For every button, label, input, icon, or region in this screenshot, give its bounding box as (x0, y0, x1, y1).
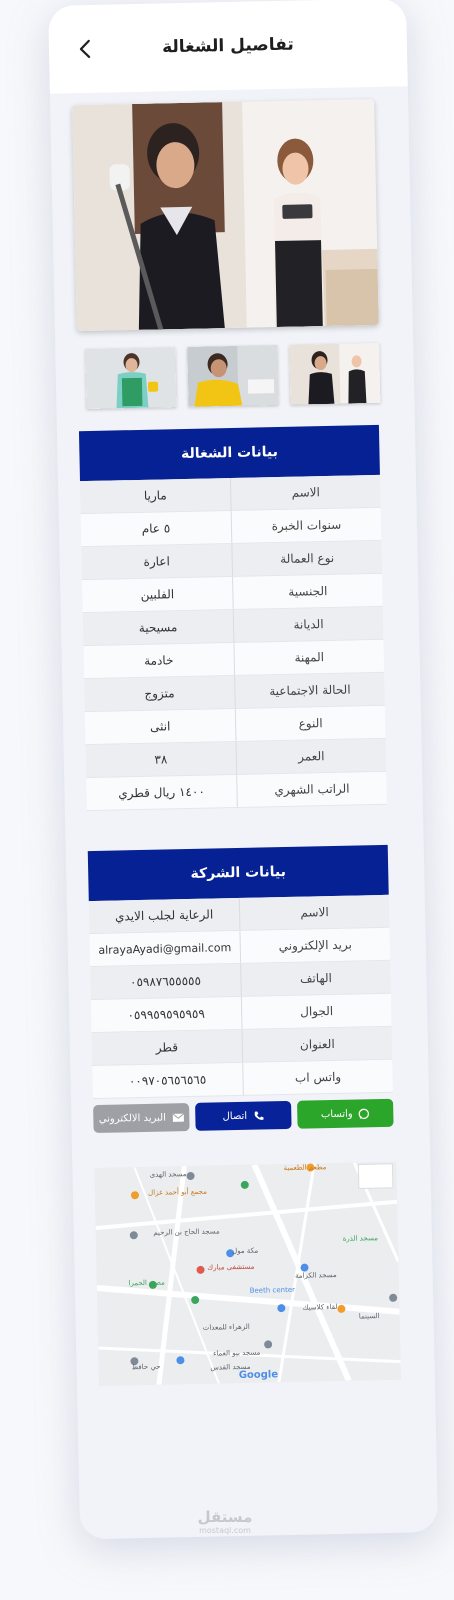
row-label: النوع (235, 706, 386, 741)
whatsapp-label: واتساب (320, 1108, 353, 1120)
map-label: مسجد بيو العماء (212, 1348, 261, 1358)
map-label: مسجد الهدى (149, 1170, 187, 1179)
main-worker-photo[interactable] (72, 99, 379, 331)
map-label: الزهراء للمعدات (202, 1322, 250, 1332)
phone-value[interactable]: ٠٥٩٨٧٦٥٥٥٥٥ (129, 973, 202, 990)
row-label: الاسم (230, 475, 381, 510)
row-value: ٣٨ (154, 752, 168, 767)
row-label: نوع العمالة (231, 541, 382, 576)
worker-rows (80, 475, 387, 811)
email-button[interactable] (93, 1103, 190, 1133)
row-value: قطر (155, 1040, 179, 1055)
phone-icon (253, 1110, 264, 1121)
page-title: تفاصيل الشغالة (161, 34, 294, 58)
row-value: ماريا (143, 488, 167, 503)
call-button[interactable] (195, 1101, 292, 1131)
email-label: البريد الالكتروني (98, 1112, 167, 1125)
email-value[interactable]: alrayaAyadi@gmail.com (98, 940, 232, 957)
row-label: بريد الإلكتروني (239, 928, 390, 963)
map-label: مطعم الطعمية (283, 1163, 327, 1173)
back-button[interactable] (71, 35, 100, 64)
watermark-domain: mostaql.com (199, 1526, 251, 1535)
envelope-icon (172, 1113, 184, 1122)
row-value: اعارة (143, 554, 170, 569)
whatsapp-icon (359, 1108, 370, 1119)
map-label: مجمع أبو أحمد غزال (148, 1187, 207, 1197)
map-label: لقاء كلاسيك (302, 1302, 338, 1312)
map-label: حي حافظ (131, 1362, 161, 1372)
map-label: مكة مول (232, 1246, 259, 1256)
row-value: ٥ عام (141, 521, 171, 536)
action-buttons (93, 1099, 394, 1133)
thumbnail-2[interactable] (187, 345, 278, 407)
map-label: السينما (358, 1312, 380, 1321)
top-app-bar (48, 0, 408, 94)
location-map[interactable] (94, 1162, 400, 1386)
mobile-value[interactable]: ٠٥٩٩٥٩٥٩٥٩٥٩ (127, 1006, 206, 1023)
worker-section-title: بيانات الشغالة (79, 425, 380, 481)
row-label: الجنسية (232, 574, 383, 609)
row-value: ١٤٠٠ ريال قطري (118, 784, 205, 801)
map-label: مصنع الحمرا (128, 1278, 165, 1288)
table-row (92, 1060, 393, 1099)
whatsapp-button[interactable] (297, 1099, 394, 1129)
company-details-table (88, 845, 393, 1099)
row-value: الرعاية لجلب الايدي (114, 907, 214, 924)
call-label: اتصال (222, 1110, 248, 1122)
google-logo: Google (238, 1369, 279, 1382)
chevron-left-icon (78, 39, 92, 59)
row-label: الحالة الاجتماعية (234, 673, 385, 708)
row-label: المهنة (233, 640, 384, 675)
row-value: مسيحية (138, 620, 178, 635)
map-label: مستشفى مبارك (207, 1262, 255, 1272)
mostaql-watermark (195, 1508, 255, 1535)
map-label: مسجد الكرامة (294, 1270, 337, 1280)
company-rows (89, 895, 393, 1099)
row-label: واتس اب (242, 1060, 393, 1095)
table-row (86, 772, 387, 811)
thumbnail-1[interactable] (289, 343, 380, 405)
row-value: خادمة (143, 653, 174, 668)
row-label: العمر (235, 739, 386, 774)
row-label: الهاتف (240, 961, 391, 996)
row-value: انثى (149, 719, 171, 734)
row-label: الجوال (241, 994, 392, 1029)
phone-frame (48, 0, 438, 1539)
row-label: الديانة (233, 607, 384, 642)
row-label: الاسم (239, 895, 390, 930)
map-label: مسجد الذرة (342, 1234, 379, 1243)
map-label: مسجد القدس (210, 1362, 251, 1372)
watermark-brand: مستقل (197, 1508, 253, 1526)
whatsapp-value[interactable]: ٠٠٩٧٠٥٦٥٦٥٦٥ (128, 1072, 207, 1089)
worker-details-table (79, 425, 387, 811)
row-value: الفلبين (140, 587, 175, 602)
map-label: مسجد الحاج بن الرحيم (153, 1227, 220, 1237)
row-label: الراتب الشهري (236, 772, 387, 807)
row-value: متزوج (144, 686, 175, 701)
thumbnail-3[interactable] (85, 347, 176, 409)
map-label: Beeth center (249, 1285, 296, 1295)
company-section-title: بيانات الشركة (88, 845, 389, 901)
row-label: سنوات الخبرة (231, 508, 382, 543)
row-label: العنوان (242, 1027, 393, 1062)
